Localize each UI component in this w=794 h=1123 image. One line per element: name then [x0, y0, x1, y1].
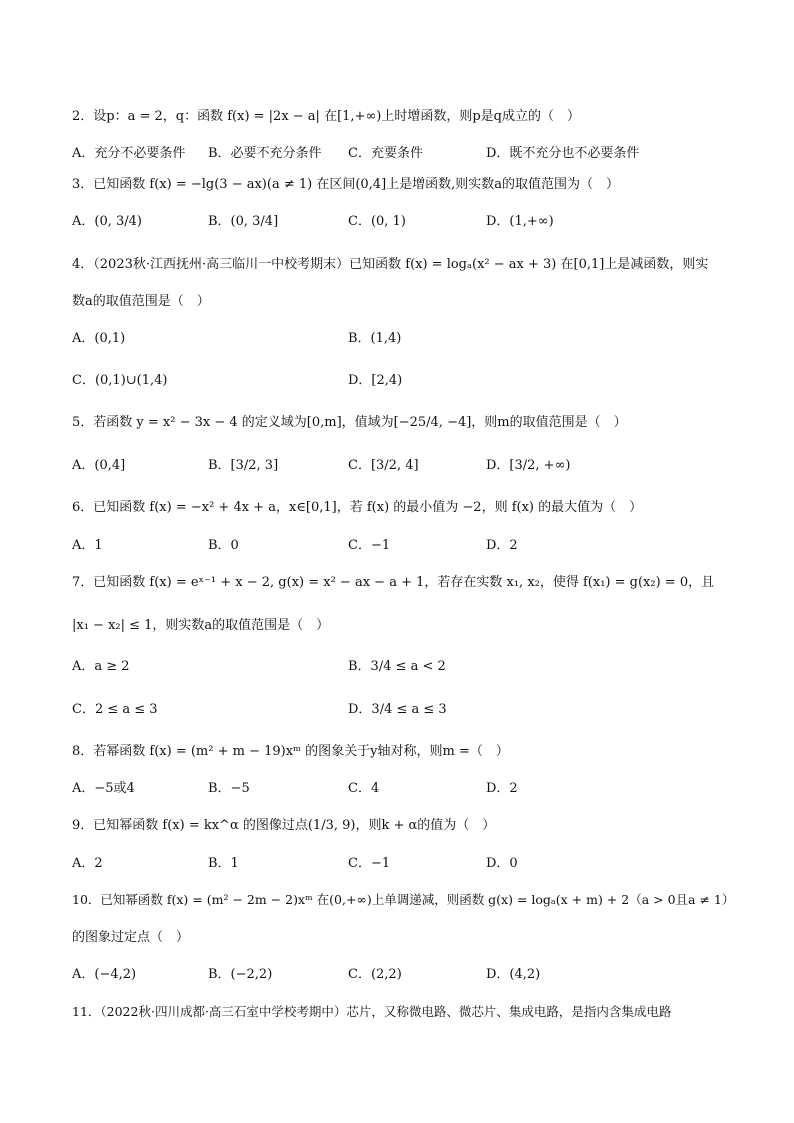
q2-option-c: C．充要条件 [348, 146, 423, 161]
q3-option-c: C．(0, 1) [348, 214, 406, 229]
q10-option-a: A．(−4,2) [72, 967, 137, 982]
q4-stem: 4．（2023秋·江西抚州·高三临川一中校考期末）已知函数 f(x) = logₐ(x² − ax + 3) 在[0,1]上是减函数，则实 [72, 257, 709, 272]
q10-stem-continued: 的图象过定点（ ） [72, 930, 190, 945]
q9-option-b: B．1 [208, 856, 239, 871]
q3-stem: 3．已知函数 f(x) = −lg(3 − ax)(a ≠ 1) 在区间(0,4]上是增函数,则实数a的取值范围为（ ） [72, 177, 620, 192]
q4-option-b: B．(1,4) [348, 331, 402, 346]
q6-option-a: A．1 [72, 538, 103, 553]
q2-option-b: B．必要不充分条件 [208, 146, 322, 161]
q6-option-b: B．0 [208, 538, 239, 553]
q7-option-c: C．2 ≤ a ≤ 3 [72, 702, 158, 717]
q5-option-d: D．[3/2, +∞) [486, 458, 571, 473]
q5-option-c: C．[3/2, 4] [348, 458, 419, 473]
q10-option-c: C．(2,2) [348, 967, 402, 982]
q9-option-a: A．2 [72, 856, 103, 871]
q8-option-a: A．−5或4 [72, 781, 135, 796]
q9-option-d: D．0 [486, 856, 518, 871]
q7-option-d: D．3/4 ≤ a ≤ 3 [348, 702, 447, 717]
q2-option-d: D．既不充分也不必要条件 [486, 146, 640, 161]
q5-option-a: A．(0,4] [72, 458, 126, 473]
q5-option-b: B．[3/2, 3] [208, 458, 279, 473]
q7-option-b: B．3/4 ≤ a < 2 [348, 659, 446, 674]
q3-option-b: B．(0, 3/4] [208, 214, 279, 229]
q8-option-c: C．4 [348, 781, 380, 796]
q2-stem: 2．设p：a = 2，q：函数 f(x) = |2x − a| 在[1,+∞)上时增函数，则p是q成立的（ ） [72, 109, 580, 124]
q6-option-d: D．2 [486, 538, 518, 553]
q11-stem: 11．（2022秋·四川成都·高三石室中学校考期中）芯片，又称微电路、微芯片、集成电路，是指内含集成电路 [72, 1004, 672, 1019]
q7-stem-continued: |x₁ − x₂| ≤ 1，则实数a的取值范围是（ ） [72, 618, 330, 633]
q8-option-d: D．2 [486, 781, 518, 796]
q9-option-c: C．−1 [348, 856, 391, 871]
q8-stem: 8．若幂函数 f(x) = (m² + m − 19)xᵐ 的图象关于y轴对称，则m =（ ） [72, 744, 509, 759]
q3-option-d: D．(1,+∞) [486, 214, 554, 229]
q10-option-d: D．(4,2) [486, 967, 541, 982]
q4-stem-continued: 数a的取值范围是（ ） [72, 294, 210, 309]
q7-option-a: A．a ≥ 2 [72, 659, 130, 674]
q10-option-b: B．(−2,2) [208, 967, 273, 982]
q10-stem: 10．已知幂函数 f(x) = (m² − 2m − 2)xᵐ 在(0,+∞)上单调递减，则函数 g(x) = logₐ(x + m) + 2（a > 0且a ≠ 1） [72, 892, 735, 907]
q4-option-c: C．(0,1)∪(1,4) [72, 373, 168, 388]
q6-option-c: C．−1 [348, 538, 391, 553]
q5-stem: 5．若函数 y = x² − 3x − 4 的定义域为[0,m]，值域为[−25/4, −4]，则m的取值范围是（ ） [72, 415, 627, 430]
q2-option-a: A．充分不必要条件 [72, 146, 186, 161]
q6-stem: 6．已知函数 f(x) = −x² + 4x + a，x∈[0,1]，若 f(x) 的最小值为 −2，则 f(x) 的最大值为（ ） [72, 500, 643, 515]
q7-stem: 7．已知函数 f(x) = eˣ⁻¹ + x − 2, g(x) = x² − ax − a + 1，若存在实数 x₁, x₂，使得 f(x₁) = g(x₂) = 0，且 [72, 575, 715, 590]
q9-stem: 9．已知幂函数 f(x) = kx^α 的图像过点(1/3, 9)，则k + α的值为（ ） [72, 818, 496, 833]
q8-option-b: B．−5 [208, 781, 250, 796]
q4-option-d: D．[2,4) [348, 373, 403, 388]
q3-option-a: A．(0, 3/4) [72, 214, 142, 229]
q4-option-a: A．(0,1) [72, 331, 126, 346]
